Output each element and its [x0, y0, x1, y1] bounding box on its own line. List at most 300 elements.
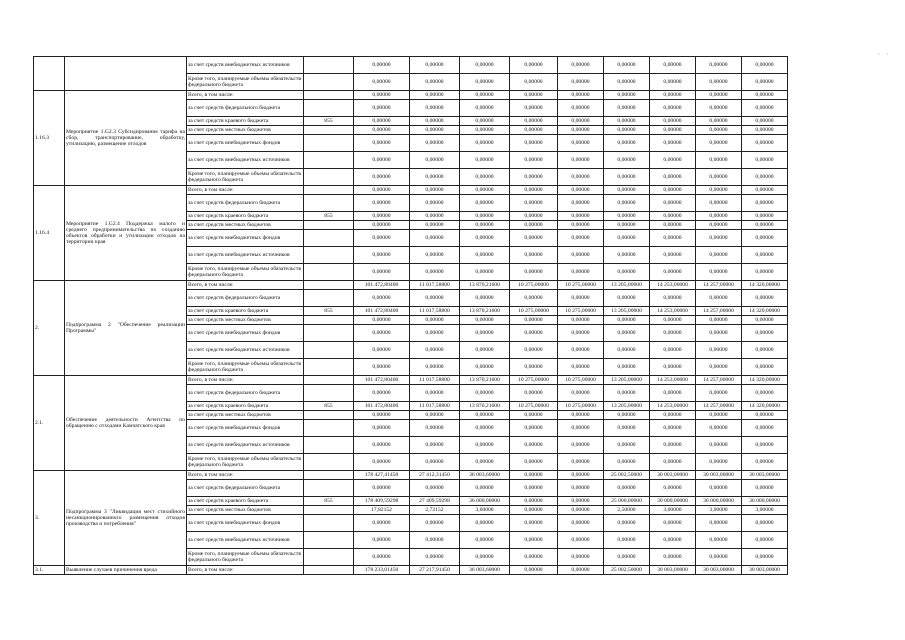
amount-cell: 101 472,80400 [354, 281, 410, 290]
budget-code [304, 471, 354, 480]
amount-cell: 0,00000 [650, 230, 696, 247]
amount-cell: 0,00000 [510, 549, 558, 566]
item-name: Мероприятие 1.G2.4 Поддержка малого и среднего предпринимательства по созданию объектов обработки и утилизации отходов на территории края [65, 186, 187, 281]
amount-cell: 14 320,00000 [742, 402, 788, 411]
amount-cell: 0,00000 [510, 135, 558, 152]
amount-cell: 0,00000 [410, 186, 460, 195]
amount-cell: 0,00000 [410, 532, 460, 549]
amount-cell: 25 002,50000 [604, 566, 650, 575]
amount-cell: 0,00000 [354, 152, 410, 169]
amount-cell: 0,00000 [460, 532, 510, 549]
table-row [34, 91, 788, 100]
amount-cell: 0,00000 [742, 454, 788, 471]
amount-cell: 0,00000 [558, 57, 604, 74]
amount-cell: 0,00000 [510, 454, 558, 471]
amount-cell: 0,00000 [354, 100, 410, 117]
amount-cell: 13 205,00000 [604, 281, 650, 290]
funding-source: Кроме того, планируемые объемы обязательств федерального бюджета [187, 169, 304, 186]
amount-cell: 0,00000 [696, 135, 742, 152]
amount-cell: 0,00000 [558, 186, 604, 195]
amount-cell: 0,00000 [650, 290, 696, 307]
amount-cell: 30 003,00000 [696, 471, 742, 480]
amount-cell: 0,00000 [650, 437, 696, 454]
amount-cell: 0,00000 [604, 247, 650, 264]
budget-code [304, 195, 354, 212]
amount-cell: 0,00000 [510, 212, 558, 221]
funding-source: за счет средств внебюджетных источников [187, 342, 304, 359]
budget-code [304, 480, 354, 497]
amount-cell: 14 257,00000 [696, 307, 742, 316]
amount-cell: 0,00000 [604, 411, 650, 420]
amount-cell: 0,00000 [650, 57, 696, 74]
amount-cell: 101 472,80400 [354, 402, 410, 411]
amount-cell: 0,00000 [558, 135, 604, 152]
amount-cell: 0,00000 [650, 195, 696, 212]
amount-cell: 0,00000 [460, 264, 510, 281]
amount-cell: 0,00000 [460, 212, 510, 221]
amount-cell: 0,00000 [742, 515, 788, 532]
amount-cell: 0,00000 [696, 385, 742, 402]
amount-cell: 30 000,00000 [650, 497, 696, 506]
amount-cell: 14 257,00000 [696, 376, 742, 385]
amount-cell: 3,60000 [460, 506, 510, 515]
amount-cell: 10 275,00000 [558, 376, 604, 385]
amount-cell: 0,00000 [558, 454, 604, 471]
funding-source: за счет средств местных бюджетов [187, 506, 304, 515]
amount-cell: 0,00000 [650, 549, 696, 566]
amount-cell: 0,00000 [410, 195, 460, 212]
amount-cell: 0,00000 [604, 290, 650, 307]
amount-cell: 0,00000 [650, 359, 696, 376]
amount-cell: 0,00000 [410, 480, 460, 497]
amount-cell: 0,00000 [696, 264, 742, 281]
amount-cell: 0,00000 [696, 212, 742, 221]
amount-cell: 0,00000 [650, 152, 696, 169]
table-row [34, 566, 788, 575]
amount-cell: 0,00000 [650, 186, 696, 195]
amount-cell: 11 017,58800 [410, 307, 460, 316]
amount-cell: 0,00000 [558, 221, 604, 230]
amount-cell: 0,00000 [558, 471, 604, 480]
amount-cell: 36 003,60000 [460, 471, 510, 480]
amount-cell: 0,00000 [510, 247, 558, 264]
table-row [34, 281, 788, 290]
funding-source: за счет средств внебюджетных фондов [187, 325, 304, 342]
funding-source: за счет средств краевого бюджета [187, 307, 304, 316]
amount-cell: 0,00000 [742, 186, 788, 195]
amount-cell: 0,00000 [558, 264, 604, 281]
amount-cell: 0,00000 [558, 195, 604, 212]
amount-cell: 3,00000 [696, 506, 742, 515]
funding-source: за счет средств краевого бюджета [187, 117, 304, 126]
budget-code [304, 549, 354, 566]
amount-cell: 0,00000 [696, 549, 742, 566]
amount-cell: 0,00000 [696, 325, 742, 342]
amount-cell: 0,00000 [742, 264, 788, 281]
amount-cell: 0,00000 [354, 91, 410, 100]
amount-cell: 0,00000 [696, 152, 742, 169]
amount-cell: 27 409,59298 [410, 497, 460, 506]
funding-source: за счет средств федерального бюджета [187, 290, 304, 307]
amount-cell: 0,00000 [696, 316, 742, 325]
amount-cell: 14 253,00000 [650, 376, 696, 385]
amount-cell: 0,00000 [354, 385, 410, 402]
amount-cell: 0,00000 [558, 480, 604, 497]
amount-cell: 2,72152 [410, 506, 460, 515]
amount-cell: 0,00000 [558, 385, 604, 402]
amount-cell: 11 017,58800 [410, 281, 460, 290]
amount-cell: 0,00000 [558, 91, 604, 100]
amount-cell: 0,00000 [410, 212, 460, 221]
amount-cell: 0,00000 [696, 57, 742, 74]
amount-cell: 30 003,00000 [696, 566, 742, 575]
amount-cell: 0,00000 [696, 126, 742, 135]
amount-cell: 0,00000 [354, 186, 410, 195]
amount-cell: 0,00000 [604, 437, 650, 454]
amount-cell: 0,00000 [460, 316, 510, 325]
funding-source: за счет средств краевого бюджета [187, 497, 304, 506]
amount-cell: 0,00000 [604, 316, 650, 325]
amount-cell: 0,00000 [604, 135, 650, 152]
amount-cell: 0,00000 [354, 411, 410, 420]
amount-cell: 0,00000 [354, 359, 410, 376]
amount-cell: 0,00000 [742, 437, 788, 454]
amount-cell: 0,00000 [354, 325, 410, 342]
amount-cell: 0,00000 [510, 195, 558, 212]
scan-artifact: · · [877, 50, 891, 59]
amount-cell: 0,00000 [410, 290, 460, 307]
amount-cell: 13 870,21600 [460, 307, 510, 316]
amount-cell: 0,00000 [410, 549, 460, 566]
amount-cell: 0,00000 [410, 117, 460, 126]
amount-cell: 0,00000 [460, 411, 510, 420]
amount-cell: 0,00000 [354, 169, 410, 186]
amount-cell: 0,00000 [460, 515, 510, 532]
budget-code [304, 57, 354, 74]
amount-cell: 0,00000 [558, 532, 604, 549]
amount-cell: 0,00000 [650, 532, 696, 549]
amount-cell: 0,00000 [354, 290, 410, 307]
funding-source: Всего, в том числе: [187, 186, 304, 195]
budget-code [304, 135, 354, 152]
amount-cell: 0,00000 [604, 91, 650, 100]
table-row [34, 186, 788, 195]
amount-cell: 0,00000 [460, 152, 510, 169]
amount-cell: 0,00000 [742, 230, 788, 247]
amount-cell: 0,00000 [742, 126, 788, 135]
budget-code [304, 152, 354, 169]
amount-cell: 0,00000 [696, 411, 742, 420]
budget-code [304, 126, 354, 135]
amount-cell: 0,00000 [742, 549, 788, 566]
amount-cell: 0,00000 [650, 221, 696, 230]
amount-cell: 0,00000 [604, 195, 650, 212]
amount-cell: 0,00000 [460, 126, 510, 135]
amount-cell: 0,00000 [354, 126, 410, 135]
amount-cell: 0,00000 [460, 186, 510, 195]
amount-cell: 0,00000 [742, 420, 788, 437]
amount-cell: 0,00000 [696, 247, 742, 264]
amount-cell: 30 003,00000 [650, 566, 696, 575]
amount-cell: 0,00000 [354, 437, 410, 454]
amount-cell: 0,00000 [354, 195, 410, 212]
amount-cell: 0,00000 [510, 515, 558, 532]
amount-cell: 10 275,00000 [558, 281, 604, 290]
amount-cell: 0,00000 [650, 480, 696, 497]
budget-code [304, 437, 354, 454]
amount-cell: 0,00000 [410, 420, 460, 437]
amount-cell: 0,00000 [510, 411, 558, 420]
amount-cell: 0,00000 [354, 230, 410, 247]
amount-cell: 30 003,00000 [742, 566, 788, 575]
item-name: Подпрограмма 2 "Обеспечение реализации Программы" [65, 281, 187, 376]
amount-cell: 0,00000 [510, 316, 558, 325]
amount-cell: 0,00000 [558, 247, 604, 264]
funding-source: за счет средств местных бюджетов [187, 316, 304, 325]
amount-cell: 0,00000 [604, 359, 650, 376]
amount-cell: 0,00000 [650, 169, 696, 186]
amount-cell: 0,00000 [650, 212, 696, 221]
budget-table [33, 56, 788, 575]
amount-cell: 0,00000 [410, 247, 460, 264]
amount-cell: 0,00000 [558, 411, 604, 420]
amount-cell: 10 275,00000 [558, 307, 604, 316]
amount-cell: 0,00000 [460, 342, 510, 359]
budget-code [304, 316, 354, 325]
amount-cell: 11 017,58800 [410, 376, 460, 385]
amount-cell: 0,00000 [460, 135, 510, 152]
item-number [34, 57, 65, 91]
table-row [34, 376, 788, 385]
amount-cell: 0,00000 [650, 264, 696, 281]
amount-cell: 17,82152 [354, 506, 410, 515]
amount-cell: 25 000,00000 [604, 497, 650, 506]
funding-source: за счет средств внебюджетных фондов [187, 230, 304, 247]
amount-cell: 0,00000 [460, 359, 510, 376]
amount-cell: 0,00000 [460, 100, 510, 117]
amount-cell: 30 000,00000 [742, 497, 788, 506]
amount-cell: 0,00000 [460, 454, 510, 471]
amount-cell: 14 320,00000 [742, 376, 788, 385]
amount-cell: 0,00000 [742, 385, 788, 402]
amount-cell: 30 000,00000 [696, 497, 742, 506]
amount-cell: 0,00000 [696, 221, 742, 230]
funding-source: Всего, в том числе: [187, 566, 304, 575]
funding-source: за счет средств внебюджетных источников [187, 532, 304, 549]
amount-cell: 14 320,00000 [742, 281, 788, 290]
funding-source: за счет средств внебюджетных источников [187, 247, 304, 264]
budget-code [304, 342, 354, 359]
funding-source: Кроме того, планируемые объемы обязательств федерального бюджета [187, 74, 304, 91]
amount-cell: 0,00000 [742, 212, 788, 221]
budget-code: 855 [304, 117, 354, 126]
table-body [34, 57, 788, 575]
amount-cell: 0,00000 [410, 264, 460, 281]
amount-cell: 0,00000 [558, 515, 604, 532]
item-number: 2.1. [34, 376, 65, 471]
amount-cell: 101 472,80400 [354, 376, 410, 385]
item-name: Мероприятие 1.G2.3 Субсидирование тарифа на сбор, транспортирование, обработку, утилизацию, размещение отходов [65, 91, 187, 186]
funding-source: Кроме того, планируемые объемы обязательств федерального бюджета [187, 549, 304, 566]
amount-cell: 36 003,60000 [460, 566, 510, 575]
amount-cell: 2,50000 [604, 506, 650, 515]
amount-cell: 101 472,80400 [354, 307, 410, 316]
budget-code [304, 454, 354, 471]
amount-cell: 0,00000 [410, 342, 460, 359]
amount-cell: 0,00000 [742, 290, 788, 307]
amount-cell: 13 205,00000 [604, 307, 650, 316]
amount-cell: 13 205,00000 [604, 402, 650, 411]
amount-cell: 0,00000 [742, 91, 788, 100]
amount-cell: 13 870,21600 [460, 281, 510, 290]
amount-cell: 0,00000 [696, 359, 742, 376]
amount-cell: 10 275,00000 [510, 402, 558, 411]
amount-cell: 0,00000 [696, 454, 742, 471]
amount-cell: 0,00000 [742, 169, 788, 186]
amount-cell: 0,00000 [510, 506, 558, 515]
amount-cell: 0,00000 [510, 497, 558, 506]
amount-cell: 30 003,00000 [742, 471, 788, 480]
amount-cell: 10 275,00000 [510, 307, 558, 316]
amount-cell: 14 253,00000 [650, 307, 696, 316]
amount-cell: 0,00000 [510, 480, 558, 497]
amount-cell: 0,00000 [410, 454, 460, 471]
amount-cell: 0,00000 [354, 549, 410, 566]
funding-source: за счет средств краевого бюджета [187, 212, 304, 221]
funding-source: за счет средств внебюджетных фондов [187, 135, 304, 152]
amount-cell: 0,00000 [510, 566, 558, 575]
amount-cell: 0,00000 [558, 169, 604, 186]
amount-cell: 0,00000 [650, 420, 696, 437]
budget-code [304, 566, 354, 575]
amount-cell: 0,00000 [650, 342, 696, 359]
amount-cell: 0,00000 [650, 515, 696, 532]
funding-source: Всего, в том числе: [187, 281, 304, 290]
amount-cell: 0,00000 [696, 437, 742, 454]
amount-cell: 0,00000 [742, 117, 788, 126]
funding-source: Кроме того, планируемые объемы обязательств федерального бюджета [187, 264, 304, 281]
amount-cell: 0,00000 [696, 100, 742, 117]
amount-cell: 0,00000 [650, 454, 696, 471]
amount-cell: 0,00000 [510, 264, 558, 281]
amount-cell: 0,00000 [650, 135, 696, 152]
amount-cell: 0,00000 [510, 100, 558, 117]
amount-cell: 0,00000 [696, 342, 742, 359]
amount-cell: 0,00000 [460, 420, 510, 437]
amount-cell: 0,00000 [510, 420, 558, 437]
amount-cell: 0,00000 [354, 480, 410, 497]
amount-cell: 0,00000 [460, 57, 510, 74]
amount-cell: 0,00000 [510, 437, 558, 454]
amount-cell: 0,00000 [650, 117, 696, 126]
amount-cell: 0,00000 [558, 325, 604, 342]
amount-cell: 0,00000 [558, 316, 604, 325]
amount-cell: 0,00000 [742, 152, 788, 169]
amount-cell: 0,00000 [558, 100, 604, 117]
budget-code [304, 385, 354, 402]
budget-code [304, 91, 354, 100]
amount-cell: 0,00000 [410, 152, 460, 169]
amount-cell: 0,00000 [558, 566, 604, 575]
amount-cell: 0,00000 [410, 230, 460, 247]
amount-cell: 0,00000 [510, 471, 558, 480]
amount-cell: 0,00000 [558, 359, 604, 376]
amount-cell: 0,00000 [410, 135, 460, 152]
item-name: Обеспечение деятельности Агентства по обращению с отходами Камчатского края [65, 376, 187, 471]
amount-cell: 0,00000 [558, 437, 604, 454]
amount-cell: 0,00000 [354, 264, 410, 281]
amount-cell: 0,00000 [604, 264, 650, 281]
amount-cell: 0,00000 [558, 230, 604, 247]
amount-cell: 13 870,21600 [460, 376, 510, 385]
amount-cell: 0,00000 [510, 169, 558, 186]
amount-cell: 10 275,00000 [510, 281, 558, 290]
amount-cell: 0,00000 [410, 359, 460, 376]
amount-cell: 0,00000 [650, 126, 696, 135]
amount-cell: 0,00000 [604, 221, 650, 230]
amount-cell: 0,00000 [460, 290, 510, 307]
amount-cell: 0,00000 [558, 152, 604, 169]
funding-source: Кроме того, планируемые объемы обязательств федерального бюджета [187, 359, 304, 376]
amount-cell: 0,00000 [604, 549, 650, 566]
budget-code [304, 515, 354, 532]
amount-cell: 0,00000 [510, 57, 558, 74]
amount-cell: 0,00000 [604, 385, 650, 402]
amount-cell: 0,00000 [742, 342, 788, 359]
amount-cell: 0,00000 [510, 230, 558, 247]
amount-cell: 0,00000 [604, 454, 650, 471]
budget-code [304, 325, 354, 342]
amount-cell: 0,00000 [604, 57, 650, 74]
budget-code [304, 359, 354, 376]
amount-cell: 0,00000 [510, 117, 558, 126]
amount-cell: 13 205,00000 [604, 376, 650, 385]
amount-cell: 0,00000 [354, 74, 410, 91]
amount-cell: 0,00000 [742, 221, 788, 230]
amount-cell: 0,00000 [696, 230, 742, 247]
amount-cell: 0,00000 [696, 117, 742, 126]
budget-code [304, 532, 354, 549]
budget-code: 855 [304, 307, 354, 316]
amount-cell: 0,00000 [604, 117, 650, 126]
amount-cell: 0,00000 [460, 549, 510, 566]
funding-source: за счет средств федерального бюджета [187, 195, 304, 212]
amount-cell: 0,00000 [604, 126, 650, 135]
amount-cell: 0,00000 [460, 385, 510, 402]
amount-cell: 0,00000 [558, 506, 604, 515]
budget-code [304, 411, 354, 420]
amount-cell: 0,00000 [510, 342, 558, 359]
amount-cell: 0,00000 [604, 74, 650, 91]
item-number: 3. [34, 471, 65, 566]
amount-cell: 0,00000 [410, 325, 460, 342]
amount-cell: 0,00000 [650, 100, 696, 117]
amount-cell: 13 870,21600 [460, 402, 510, 411]
amount-cell: 0,00000 [558, 290, 604, 307]
amount-cell: 0,00000 [650, 385, 696, 402]
amount-cell: 0,00000 [510, 385, 558, 402]
amount-cell: 0,00000 [742, 532, 788, 549]
amount-cell: 0,00000 [510, 91, 558, 100]
amount-cell: 0,00000 [460, 437, 510, 454]
budget-code [304, 230, 354, 247]
amount-cell: 0,00000 [604, 325, 650, 342]
amount-cell: 0,00000 [650, 411, 696, 420]
amount-cell: 14 253,00000 [650, 402, 696, 411]
amount-cell: 0,00000 [354, 57, 410, 74]
funding-source: за счет средств внебюджетных источников [187, 437, 304, 454]
amount-cell: 0,00000 [510, 74, 558, 91]
